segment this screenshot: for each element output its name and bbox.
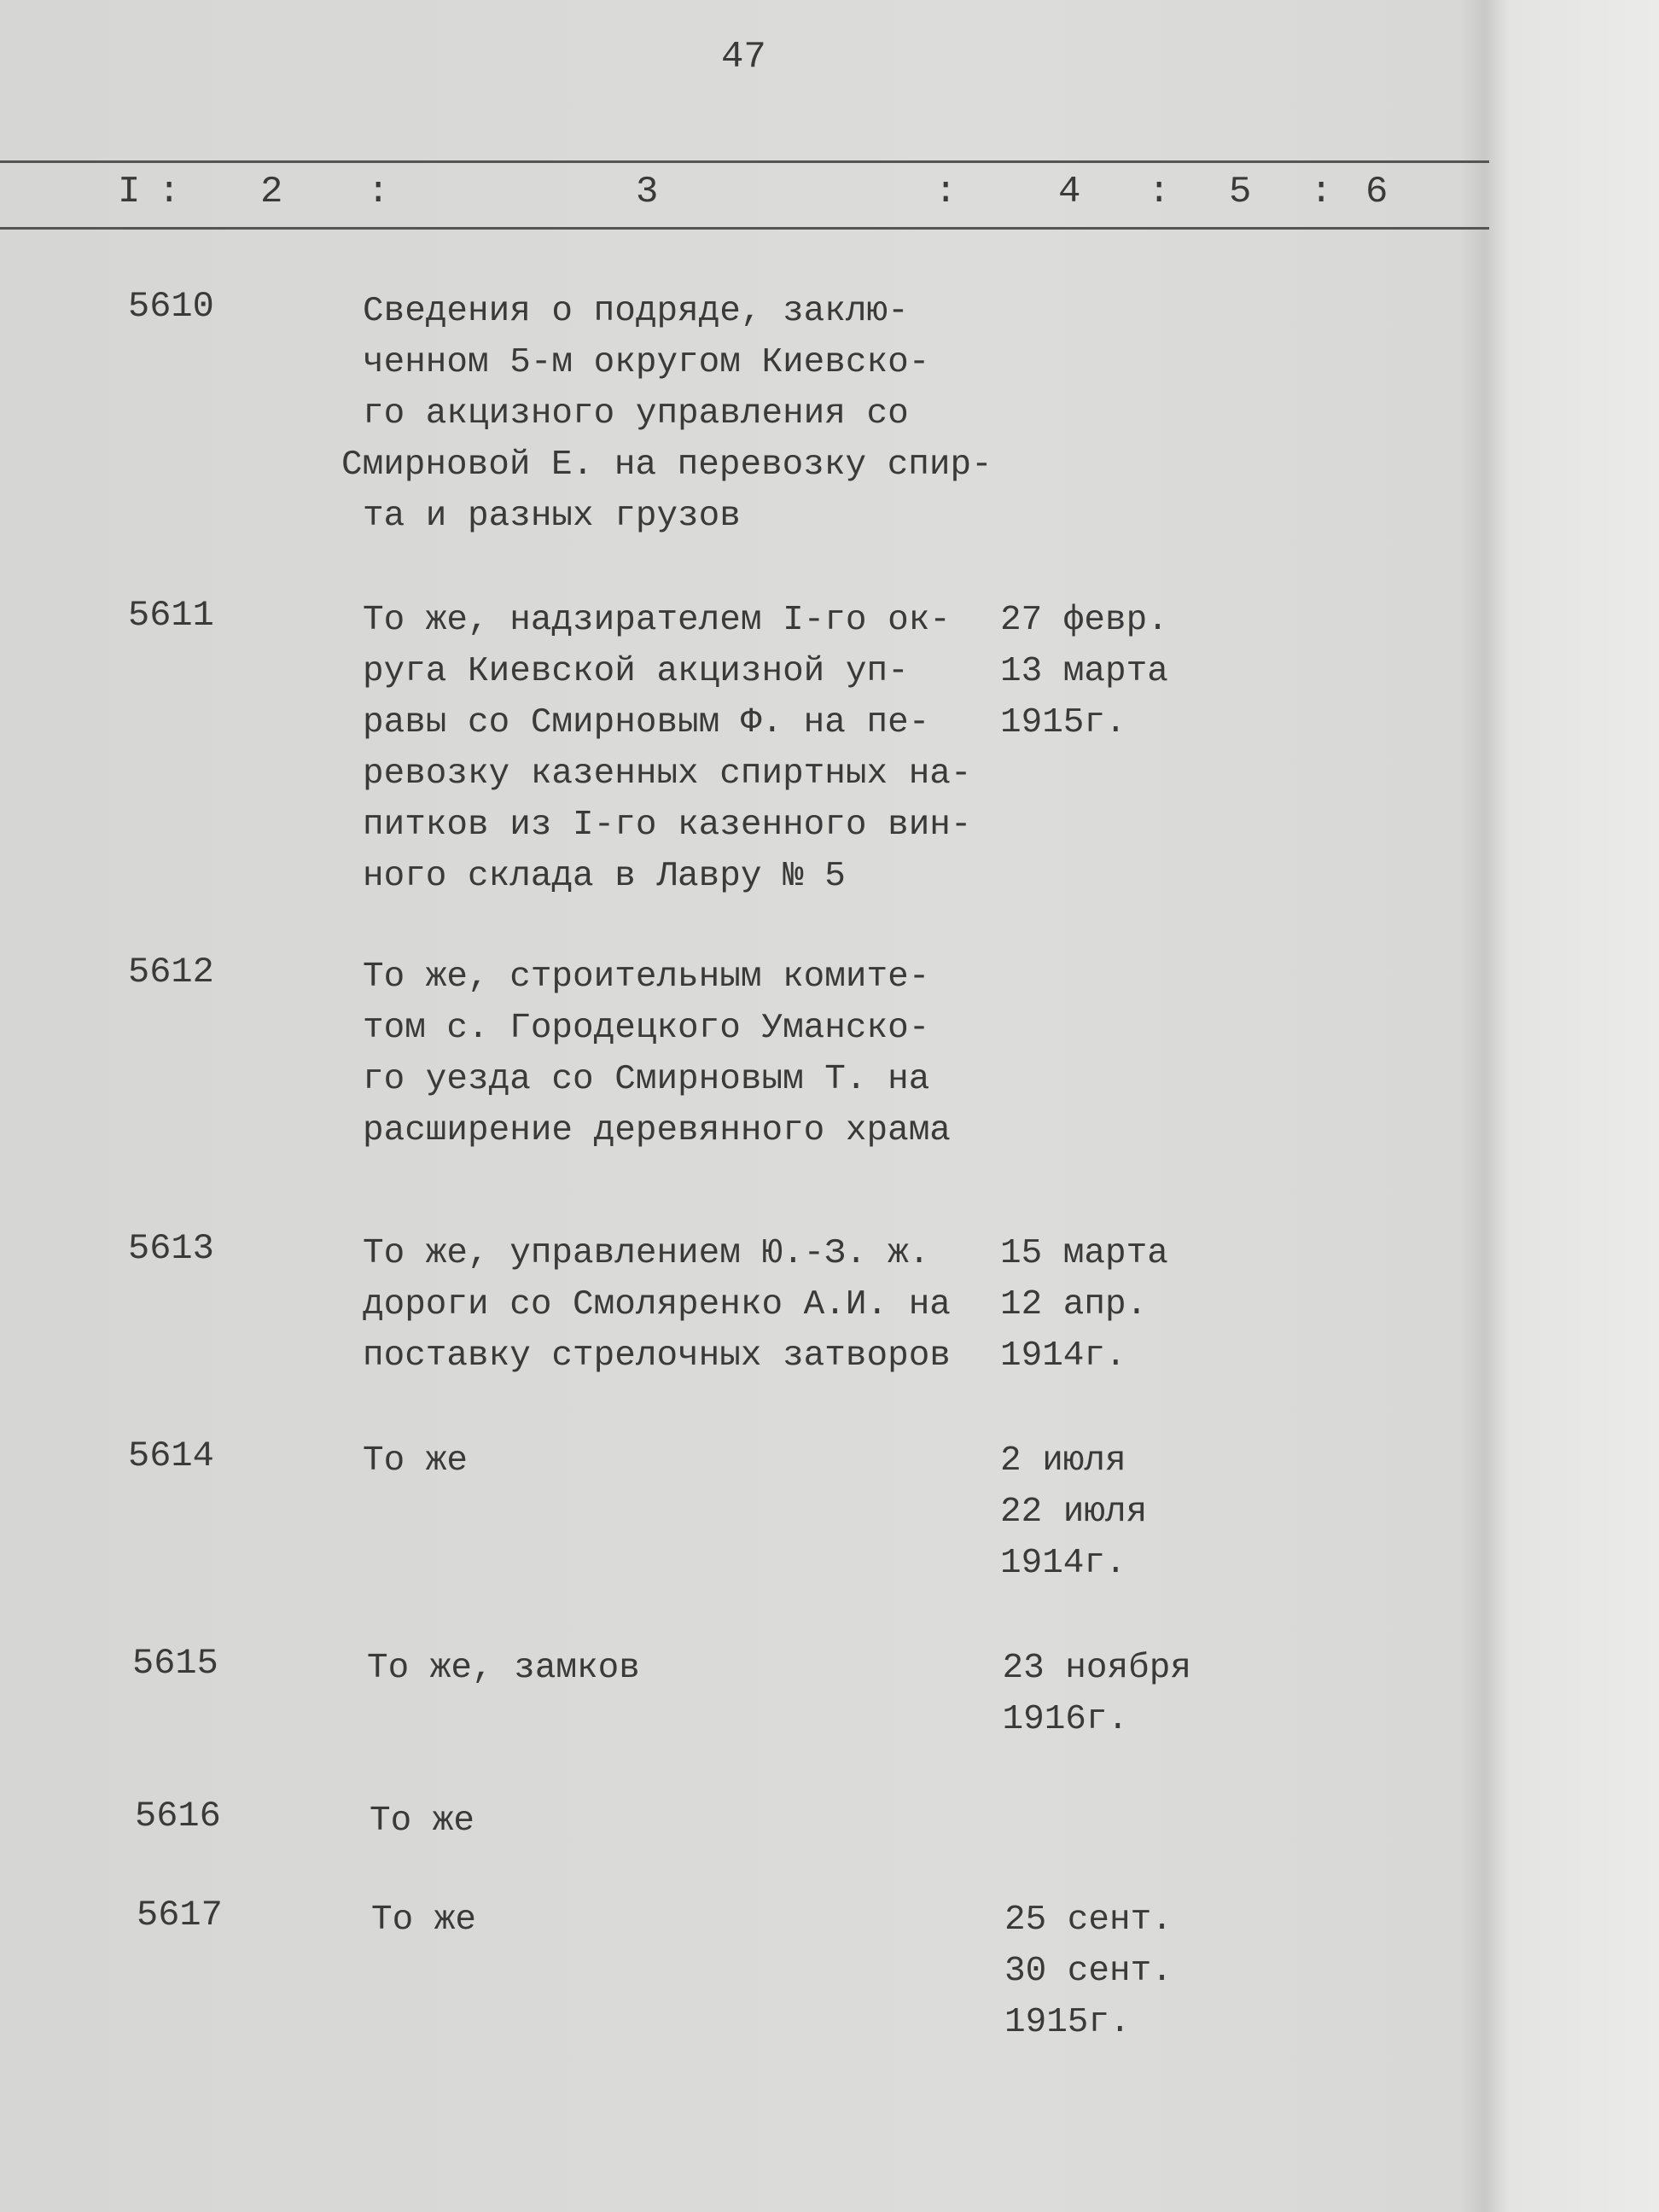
item-dates [1003,1643,1191,1745]
description-line: поставку стрелочных затворов [363,1336,951,1376]
item-description [371,1895,476,1946]
description-line: та и разных грузов [363,497,741,536]
date-line: 27 февр. [1000,601,1168,640]
column-separator: : [367,171,390,213]
date-line: 12 апр. [1000,1285,1148,1324]
item-dates [1000,1228,1168,1382]
date-line: 1914г. [1000,1544,1126,1583]
item-description [367,1643,640,1694]
description-line: Сведения о подряде, заклю- [363,292,909,331]
column-number: 3 [636,171,659,213]
column-number: I [118,171,141,213]
date-line: 1914г. [1000,1336,1126,1376]
description-line: То же, строительным комите- [363,958,930,997]
description-line: То же, замков [367,1649,640,1688]
description-line: го уезда со Смирновым Т. на [363,1060,930,1099]
date-line: 13 марта [1000,652,1168,691]
date-line: 23 ноября [1002,1649,1191,1688]
description-line: То же [370,1802,475,1841]
header-bottom-rule [0,227,1489,230]
column-number: 6 [1365,171,1388,213]
description-line: питков из I-го казенного вин- [363,806,972,845]
item-number: 5616 [135,1796,221,1837]
date-line: 1915г. [1000,703,1126,742]
item-description [370,1796,474,1847]
column-number: 4 [1058,171,1081,213]
description-line: том с. Городецкого Уманско- [363,1009,930,1048]
item-dates [1000,595,1168,748]
description-line: равы со Смирновым Ф. на пе- [363,703,930,742]
item-description [363,595,972,902]
description-line: ченном 5-м округом Киевско- [363,343,930,382]
date-line: 1916г. [1002,1700,1129,1739]
description-line: То же, надзирателем I-го ок- [363,601,951,640]
column-number: 2 [260,171,283,213]
description-line: То же [363,1441,469,1481]
column-separator: : [1310,171,1333,213]
description-line: Смирновой Е. на перевозку спир- [341,445,992,485]
description-line: го акцизного управления со [363,394,909,434]
date-line: 25 сент. [1004,1901,1173,1940]
description-line: То же, управлением Ю.-З. ж. [363,1234,930,1273]
item-description [341,286,992,542]
item-description [363,952,951,1156]
item-number: 5611 [128,595,214,636]
column-separator: : [934,171,958,213]
item-number: 5612 [128,952,214,992]
date-line: 22 июля [1000,1493,1148,1532]
item-description [363,1228,951,1382]
date-line: 15 марта [1000,1234,1168,1273]
item-dates [1004,1895,1173,2048]
column-separator: : [158,171,181,213]
item-number: 5610 [128,286,214,327]
header-top-rule [0,160,1489,163]
item-dates [1000,1435,1147,1589]
item-description [363,1435,468,1487]
column-number: 5 [1229,171,1252,213]
item-number: 5617 [137,1895,223,1936]
description-line: ного склада в Лавру № 5 [363,857,846,896]
item-number: 5615 [132,1643,218,1684]
date-line: 1915г. [1004,2003,1131,2042]
column-separator: : [1148,171,1171,213]
item-number: 5614 [128,1435,214,1476]
date-line: 30 сент. [1004,1952,1173,1991]
description-line: руга Киевской акцизной уп- [363,652,909,691]
page-number: 47 [721,36,766,79]
description-line: То же [371,1901,477,1940]
description-line: дороги со Смоляренко А.И. на [363,1285,951,1324]
item-number: 5613 [128,1228,214,1269]
description-line: ревозку казенных спиртных на- [363,754,972,794]
date-line: 2 июля [1000,1441,1126,1481]
description-line: расширение деревянного храма [363,1111,951,1150]
